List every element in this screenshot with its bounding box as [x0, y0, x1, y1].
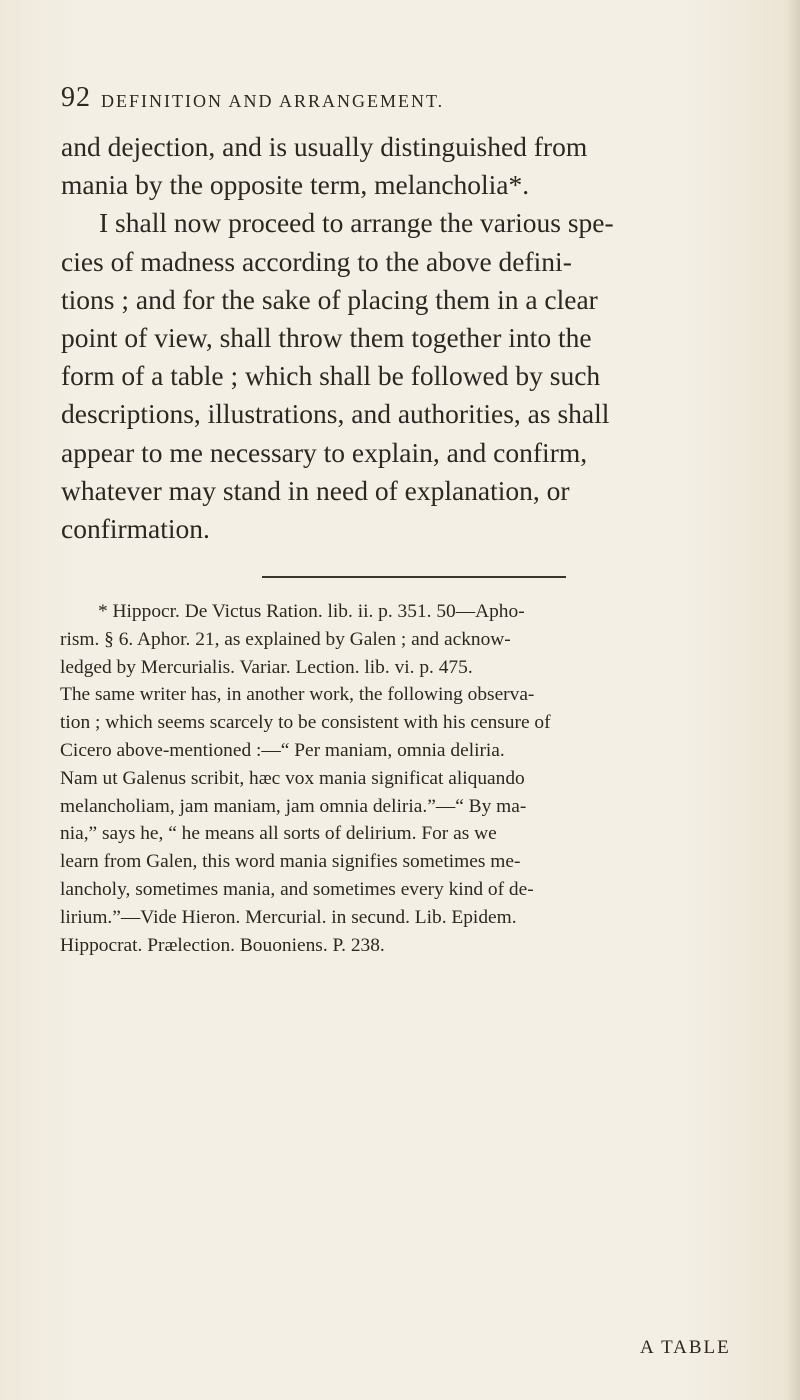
page-number: 92: [61, 82, 91, 113]
text-line: appear to me necessary to explain, and confirm,: [61, 436, 588, 468]
running-head: DEFINITION AND ARRANGEMENT.: [101, 91, 445, 111]
text-line: and dejection, and is usually distinguished from: [61, 131, 588, 162]
text-line: whatever may stand in need of explanation, or: [61, 474, 570, 506]
footnote-separator-rule: [262, 576, 566, 578]
footnote-line: learn from Galen, this word mania signifies sometimes me-: [60, 851, 521, 873]
text-line: point of view, shall throw them together into the: [61, 322, 592, 354]
text-line: confirmation.: [61, 513, 210, 545]
footnote-line: tion ; which seems scarcely to be consistent with his censure of: [60, 712, 551, 734]
text-line: cies of madness according to the above defini-: [61, 245, 572, 277]
footnote-line: nia,” says he, “ he means all sorts of delirium. For as we: [60, 823, 497, 845]
catchword: A TABLE: [640, 1337, 731, 1358]
main-text: [61, 128, 741, 548]
text-line: I shall now proceed to arrange the various spe-: [99, 207, 614, 239]
footnote-line: ledged by Mercurialis. Variar. Lection. lib. vi. p. 475.: [60, 656, 473, 678]
footnote-line: rism. § 6. Aphor. 21, as explained by Galen ; and acknow-: [60, 628, 511, 650]
page-header: [61, 82, 701, 118]
footnote-line: Nam ut Galenus scribit, hæc vox mania significat aliquando: [60, 767, 525, 789]
page-edge-shadow: [786, 0, 800, 1400]
text-line: tions ; and for the sake of placing them in a clear: [61, 283, 598, 315]
text-line: mania by the opposite term, melancholia*.: [61, 169, 530, 201]
footnote-line: lirium.”—Vide Hieron. Mercurial. in secund. Lib. Epidem.: [60, 906, 517, 928]
footnote-line: melancholiam, jam maniam, jam omnia deliria.”—“ By ma-: [60, 795, 527, 817]
footnote: [60, 598, 742, 959]
footnote-line: Cicero above-mentioned :—“ Per maniam, omnia deliria.: [60, 739, 505, 761]
footnote-line: The same writer has, in another work, the following observa-: [60, 684, 535, 706]
text-line: form of a table ; which shall be followed by such: [61, 360, 601, 392]
footnote-line: Hippocrat. Prælection. Bouoniens. P. 238.: [60, 934, 385, 956]
footnote-line: * Hippocr. De Victus Ration. lib. ii. p. 351. 50—Apho-: [98, 601, 525, 622]
footnote-line: lancholy, sometimes mania, and sometimes every kind of de-: [60, 878, 534, 900]
text-line: descriptions, illustrations, and authorities, as shall: [61, 398, 610, 430]
